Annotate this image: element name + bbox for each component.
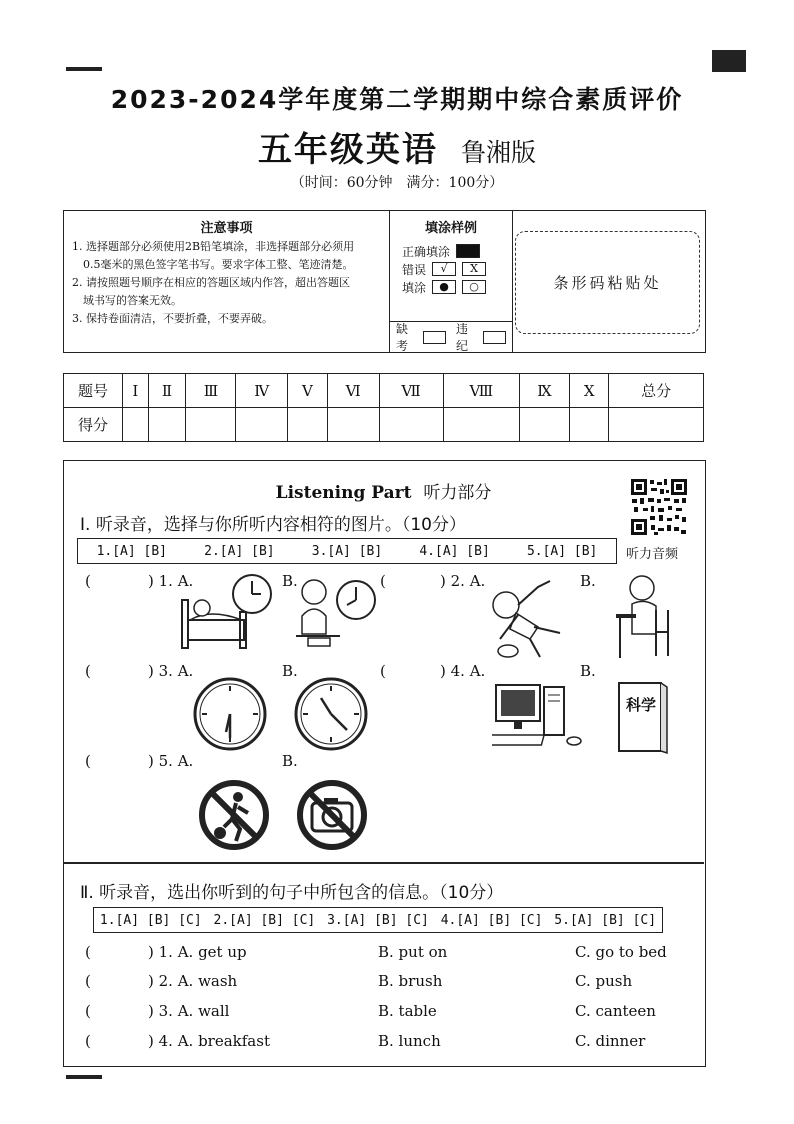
answer-choice[interactable]: 2.[A] [B] [C]	[213, 912, 316, 928]
notes-section	[64, 211, 390, 352]
answer-choice[interactable]: 2.[A] [B]	[204, 543, 275, 559]
q1-number: ) 1. A.	[148, 572, 194, 590]
p2q2-option-a: ) 2. A. wash	[148, 972, 238, 990]
score-header-cell: 总分	[609, 374, 704, 408]
p2q3-option-a: ) 3. A. wall	[148, 1002, 230, 1020]
book-icon	[617, 681, 669, 755]
p2q2-option-c: C. push	[575, 972, 633, 990]
corner-mark-bottom-left	[66, 1075, 102, 1079]
q4-number: ) 4. A.	[440, 662, 486, 680]
p2q4-option-a: ) 4. A. breakfast	[148, 1032, 270, 1050]
child-at-desk-icon	[612, 570, 680, 660]
score-cell[interactable]	[443, 408, 519, 442]
sample-wrong-row-2	[402, 278, 512, 296]
notes-item: 域书写的答案无效。	[72, 294, 182, 307]
dot-bubble-icon: ●	[432, 280, 456, 294]
q2-number: ) 2. A.	[440, 572, 486, 590]
absent-checkbox[interactable]	[423, 331, 446, 344]
p2q1-option-a: ) 1. A. get up	[148, 943, 247, 961]
answer-choice[interactable]: 5.[A] [B] [C]	[554, 912, 657, 928]
answer-choice[interactable]: 1.[A] [B]	[96, 543, 168, 559]
q5-number: ) 5. A.	[148, 752, 194, 770]
computer-icon	[492, 683, 586, 753]
q5-option-b: B.	[282, 752, 298, 770]
sample-wrong-row	[402, 260, 512, 278]
part2-answer-box	[93, 907, 663, 933]
exam-subtitle	[0, 122, 794, 171]
part1-heading: Ⅰ. 听录音，选择与你所听内容相符的图片。（10分）	[80, 515, 466, 535]
notes-item: 1. 选择题部分必须使用2B铅笔填涂，非选择题部分必须用	[72, 240, 355, 253]
score-row-label: 得分	[64, 408, 123, 442]
exam-title: 2023-2024学年度第二学期期中综合素质评价	[110, 85, 684, 114]
clock-icon	[293, 676, 369, 752]
check-mark-icon: √	[432, 262, 456, 276]
clock-icon	[192, 676, 268, 752]
sample-wrong-label: 错误	[402, 262, 427, 277]
audio-label: 听力音频	[626, 547, 679, 562]
filled-bubble-icon	[456, 244, 480, 258]
answer-choice[interactable]: 3.[A] [B] [C]	[327, 912, 429, 928]
answer-choice[interactable]: 4.[A] [B] [C]	[440, 912, 543, 928]
listening-title-cn: 听力部分	[423, 483, 492, 503]
q3-open-paren: (	[85, 662, 91, 680]
score-cell[interactable]	[148, 408, 186, 442]
p2q4-open-paren: (	[85, 1032, 91, 1050]
no-football-icon	[198, 779, 270, 851]
score-cell[interactable]	[379, 408, 443, 442]
book-title: 科学	[626, 696, 657, 714]
score-cell[interactable]	[570, 408, 609, 442]
score-header-cell: Ⅷ	[443, 374, 519, 408]
p2q4-option-c: C. dinner	[575, 1032, 646, 1050]
p2q3-option-c: C. canteen	[575, 1002, 656, 1020]
q3-option-b: B.	[282, 662, 298, 680]
q4-option-b: B.	[580, 662, 596, 680]
score-header-cell: Ⅶ	[379, 374, 443, 408]
notes-panel	[63, 210, 706, 353]
p2q4-option-b: B. lunch	[378, 1032, 441, 1050]
score-cell[interactable]	[327, 408, 379, 442]
sample-correct-label: 正确填涂	[402, 244, 451, 259]
score-header-cell: Ⅳ	[236, 374, 288, 408]
score-cell[interactable]	[288, 408, 328, 442]
score-header-cell: Ⅱ	[148, 374, 186, 408]
score-header-cell: Ⅵ	[327, 374, 379, 408]
no-camera-icon	[296, 779, 368, 851]
answer-choice[interactable]: 4.[A] [B]	[419, 543, 490, 559]
score-header-cell: Ⅰ	[123, 374, 149, 408]
sample-fill-label: 填涂	[402, 280, 427, 295]
p2q2-open-paren: (	[85, 972, 91, 990]
bed-alarm-icon	[180, 572, 272, 650]
part1-answer-box	[77, 538, 617, 564]
sample-correct-row	[402, 242, 512, 260]
q4-open-paren: (	[380, 662, 386, 680]
answer-choice[interactable]: 5.[A] [B]	[526, 543, 598, 559]
score-header-cell: Ⅲ	[186, 374, 236, 408]
notes-item: 3. 保持卷面清洁，不要折叠，不要弄破。	[72, 312, 273, 325]
p2q1-option-b: B. put on	[378, 943, 448, 961]
score-table	[63, 373, 704, 442]
notes-heading: 注意事项	[200, 221, 253, 236]
p2q3-option-b: B. table	[378, 1002, 437, 1020]
violation-label: 违纪	[456, 322, 469, 353]
p2q3-open-paren: (	[85, 1002, 91, 1020]
fill-sample-section	[390, 211, 513, 352]
corner-mark-top-right	[712, 50, 746, 72]
q2-option-b: B.	[580, 572, 596, 590]
answer-choice[interactable]: 1.[A] [B] [C]	[99, 912, 202, 928]
score-cell[interactable]	[186, 408, 236, 442]
falling-child-icon	[478, 575, 578, 661]
score-cell[interactable]	[123, 408, 149, 442]
exam-info: （时间：60分钟 满分：100分）	[290, 175, 504, 191]
p2q1-option-c: C. go to bed	[575, 943, 667, 961]
score-header-cell: Ⅸ	[519, 374, 569, 408]
q1-option-b: B.	[282, 572, 298, 590]
absent-violation-row	[390, 321, 512, 352]
child-clock-icon	[294, 572, 378, 652]
qr-code-icon[interactable]	[630, 478, 688, 536]
barcode-area: 条形码粘贴处	[515, 231, 700, 334]
listening-title	[63, 478, 704, 503]
score-header-cell: 题号	[64, 374, 123, 408]
edition-label: 鲁湘版	[461, 138, 537, 167]
score-header-cell: Ⅹ	[570, 374, 609, 408]
absent-label: 缺考	[396, 322, 409, 353]
q2-open-paren: (	[380, 572, 386, 590]
q3-number: ) 3. A.	[148, 662, 194, 680]
listening-title-en: Listening Part	[275, 483, 412, 503]
q5-open-paren: (	[85, 752, 91, 770]
score-cell[interactable]	[236, 408, 288, 442]
score-cell[interactable]	[609, 408, 704, 442]
violation-checkbox[interactable]	[483, 331, 506, 344]
sample-heading: 填涂样例	[424, 221, 477, 236]
section-divider	[63, 862, 704, 864]
cross-mark-icon: X	[462, 262, 486, 276]
p2q2-option-b: B. brush	[378, 972, 443, 990]
notes-item: 0.5毫米的黑色签字笔书写。要求字体工整、笔迹清楚。	[72, 258, 354, 271]
part2-heading: Ⅱ. 听录音，选出你听到的句子中所包含的信息。（10分）	[80, 883, 504, 903]
subject-label: 五年级英语	[257, 130, 438, 170]
score-header-row	[64, 374, 704, 408]
circle-bubble-icon: ○	[462, 280, 486, 294]
q1-open-paren: (	[85, 572, 91, 590]
corner-mark-top-left	[66, 67, 102, 71]
p2q1-open-paren: (	[85, 943, 91, 961]
answer-choice[interactable]: 3.[A] [B]	[311, 543, 383, 559]
score-header-cell: Ⅴ	[288, 374, 328, 408]
notes-item: 2. 请按照题号顺序在相应的答题区域内作答，超出答题区	[72, 276, 350, 289]
score-cell[interactable]	[519, 408, 569, 442]
score-value-row	[64, 408, 704, 442]
